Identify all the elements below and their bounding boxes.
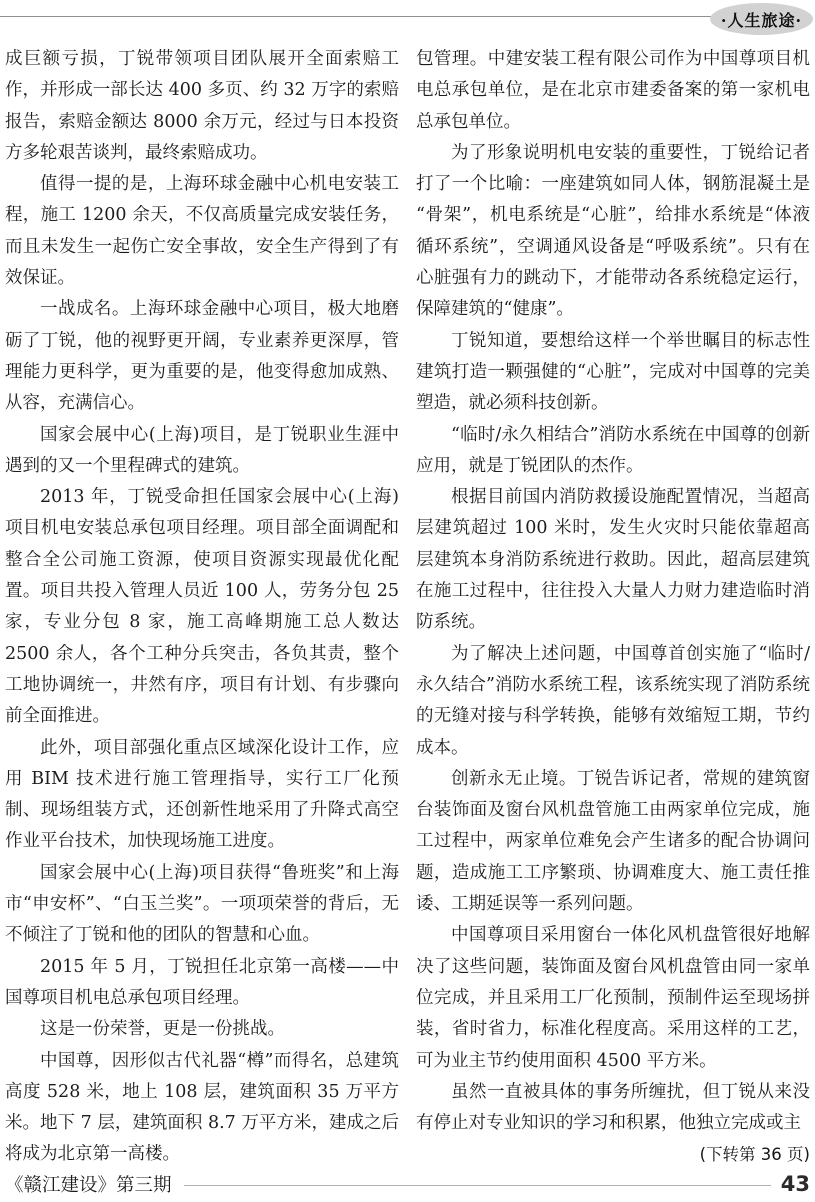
paragraph: 根据目前国内消防救援设施配置情况，当超高层建筑超过 100 米时，发生火灾时只能依靠超高层建筑本身消防系统进行救助。因此，超高层建筑在施工过程中，往往投入大量人力财力建造临时消防系统。 — [416, 487, 810, 633]
page-number: 43 — [780, 1172, 810, 1196]
paragraph: 创新永无止境。丁锐告诉记者，常规的建筑窗台装饰面及窗台风机盘管施工由两家单位完成，施工过程中，两家单位难免会产生诸多的配合协调问题，造成施工工序繁琐、协调难度大、施工责任推诿、工期延误等一系列问题。 — [416, 768, 810, 915]
footer-rule — [184, 1185, 771, 1186]
paragraph: 一战成名。上海环球金融中心项目，极大地磨砺了丁锐，他的视野更开阔，专业素养更深厚，管理能力更科学，更为重要的是，他变得愈加成熟、从容，充满信心。 — [5, 299, 399, 414]
paragraph: 国家会展中心(上海)项目获得“鲁班奖”和上海市“申安杯”、“白玉兰奖”。一项项荣誉的背后，无不倾注了丁锐和他的团队的智慧和心血。 — [5, 862, 399, 946]
paragraph: 丁锐知道，要想给这样一个举世瞩目的标志性建筑打造一颗强健的“心脏”，完成对中国尊的完美塑造，就必须科技创新。 — [416, 330, 810, 414]
paragraph: 成巨额亏损，丁锐带领项目团队展开全面索赔工作，并形成一部长达 400 多页、约 32 万字的索赔报告，索赔金额达 8000 余万元，经过与日本投资方多轮艰苦谈判，最终索赔成功。 — [5, 49, 399, 163]
paragraph: 这是一份荣誉，更是一份挑战。 — [40, 1019, 285, 1040]
header-rule — [0, 16, 712, 17]
left-column — [5, 44, 399, 1172]
paragraph: 2013 年，丁锐受命担任国家会展中心(上海)项目机电安装总承包项目经理。项目部全面调配和整合全公司施工资源，使项目资源实现最优化配置。项目共投入管理人员近 100 人，劳务分包 25 家，专业分包 8 家，施工高峰期施工总人数达 2500 余人，各个工种分兵突击，各负其责，整个工地协调统一，井然有序，项目有计划、有步骤向前全面推进。 — [5, 487, 399, 727]
paragraph: 中国尊项目采用窗台一体化风机盘管很好地解决了这些问题，装饰面及窗台风机盘管由同一家单位完成，并且采用工厂化预制，预制件运至现场拼装，省时省力，标准化程度高。采用这样的工艺，可为业主节约使用面积 4500 平方米。 — [416, 925, 810, 1071]
paragraph: 包管理。中建安装工程有限公司作为中国尊项目机电总承包单位，是在北京市建委备案的第一家机电总承包单位。 — [416, 49, 810, 132]
section-badge — [710, 3, 813, 35]
paragraph: 为了形象说明机电安装的重要性，丁锐给记者打了一个比喻：一座建筑如同人体，钢筋混凝土是“骨架”，机电系统是“心脏”，给排水系统是“体液循环系统”，空调通风设备是“呼吸系统”。只有在心脏强有力的跳动下，才能带动各系统稳定运行，保障建筑的“健康”。 — [416, 142, 810, 320]
paragraph: “临时/永久相结合”消防水系统在中国尊的创新应用，就是丁锐团队的杰作。 — [416, 424, 810, 476]
journal-title: 《赣江建设》第三期 — [5, 1175, 172, 1196]
paragraph: 此外，项目部强化重点区域深化设计工作，应用 BIM 技术进行施工管理指导，实行工厂化预制、现场组装方式，还创新性地采用了升降式高空作业平台技术，加快现场施工进度。 — [5, 737, 399, 852]
paragraph: 2015 年 5 月，丁锐担任北京第一高楼——中国尊项目机电总承包项目经理。 — [5, 956, 399, 1008]
right-column-paragraphs — [416, 44, 810, 1139]
page-footer — [5, 1171, 810, 1197]
paragraph: 值得一提的是，上海环球金融中心机电安装工程，施工 1200 余天，不仅高质量完成安装任务，而且未发生一起伤亡安全事故，安全生产得到了有效保证。 — [5, 174, 399, 289]
right-column — [416, 44, 810, 1172]
section-badge-label: ·人生旅途· — [720, 10, 803, 30]
continuation-note: (下转第 36 页) — [699, 1145, 810, 1165]
paragraph: 国家会展中心(上海)项目，是丁锐职业生涯中遇到的又一个里程碑式的建筑。 — [5, 424, 399, 476]
paragraph: 中国尊，因形似古代礼器“樽”而得名，总建筑高度 528 米，地上 108 层，建筑面积 35 万平方米。地下 7 层，建筑面积 8.7 万平方米，建成之后将成为北京第一高楼。 — [5, 1050, 399, 1165]
paragraph: 虽然一直被具体的事务所缠扰，但丁锐从来没有停止对专业知识的学习和积累，他独立完成或主 — [416, 1081, 810, 1134]
article-body — [5, 44, 810, 1172]
paragraph: 为了解决上述问题，中国尊首创实施了“临时/永久结合”消防水系统工程，该系统实现了消防系统的无缝对接与科学转换，能够有效缩短工期，节约成本。 — [416, 643, 810, 758]
